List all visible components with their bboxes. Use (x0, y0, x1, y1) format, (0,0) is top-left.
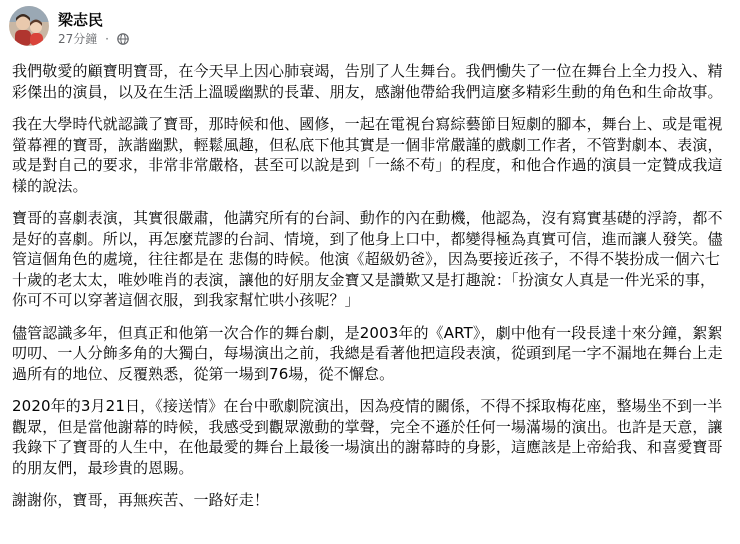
post-paragraph: 儘管認識多年，但真正和他第一次合作的舞台劇，是2003年的《ART》，劇中他有一段長達十來分鐘，絮絮叨叨、一人分飾多角的大獨白，每場演出之前，我總是看著他把這段表演，從頭到尾一字不漏地在舞台上走過所有的地位、反覆熟悉，從第一場到76場，從不懈怠。 (12, 323, 723, 383)
post-timestamp[interactable]: 27分鐘 (58, 32, 98, 46)
author-name[interactable]: 梁志民 (58, 11, 104, 29)
post-paragraph: 謝謝你，寶哥，再無疾苦、一路好走！ (12, 491, 270, 509)
post-paragraph: 我們敬愛的顧寶明寶哥，在今天早上因心肺衰竭，告別了人生舞台。我們慟失了一位在舞台上全力投入、精彩傑出的演員，以及在生活上溫暖幽默的長輩、朋友，感謝他帶給我們這麼多精彩生動的角色和生命故事。 (12, 62, 723, 101)
avatar-photo (9, 6, 49, 46)
post-body (12, 61, 728, 511)
post-paragraph: 2020年的3月21日，《接送情》在台中歌劇院演出，因為疫情的關係，不得不採取梅花座，整場坐不到一半觀眾，但是當他謝幕的時候，我感受到觀眾激動的掌聲，完全不遜於任何一場滿場的演出。也許是天意，讓我錄下了寶哥的人生中，在他最愛的舞台上最後一場演出的謝幕時的身影，這應該是上帝給我、和喜愛寶哥的朋友們，最珍貴的恩賜。 (12, 397, 723, 477)
avatar[interactable] (9, 6, 49, 46)
post-meta (58, 30, 129, 47)
globe-icon[interactable] (117, 33, 129, 45)
post-paragraph: 我在大學時代就認識了寶哥，那時候和他、國修，一起在電視台寫綜藝節目短劇的腳本，舞台上、或是電視螢幕裡的寶哥，詼諧幽默，輕鬆風趣，但私底下他其實是一個非常嚴謹的戲劇工作者，不管對劇本、表演，或是對自己的要求，非常非常嚴格，甚至可以說是到「一絲不苟」的程度，和他合作過的演員一定贊成我這樣的說法。 (12, 115, 723, 195)
meta-separator: · (105, 31, 109, 46)
post-paragraph: 寶哥的喜劇表演，其實很嚴肅，他講究所有的台詞、動作的內在動機，他認為，沒有寫實基礎的浮誇，都不是好的喜劇。所以，再怎麼荒謬的台詞、情境，到了他身上口中，都變得極為真實可信，進而讓人發笑。儘管這個角色的處境，往往都是在 悲傷的時候。他演《超級奶爸》，因為要接近孩子，不得不裝扮成一個六七十歲的老太太，唯妙唯肖的表演，讓他的好朋友金寶又是讚歎又是打趣說：「扮演女人真是一件光采的事，你可不可以穿著這個衣服，到我家幫忙哄小孩呢？」 (12, 209, 723, 309)
